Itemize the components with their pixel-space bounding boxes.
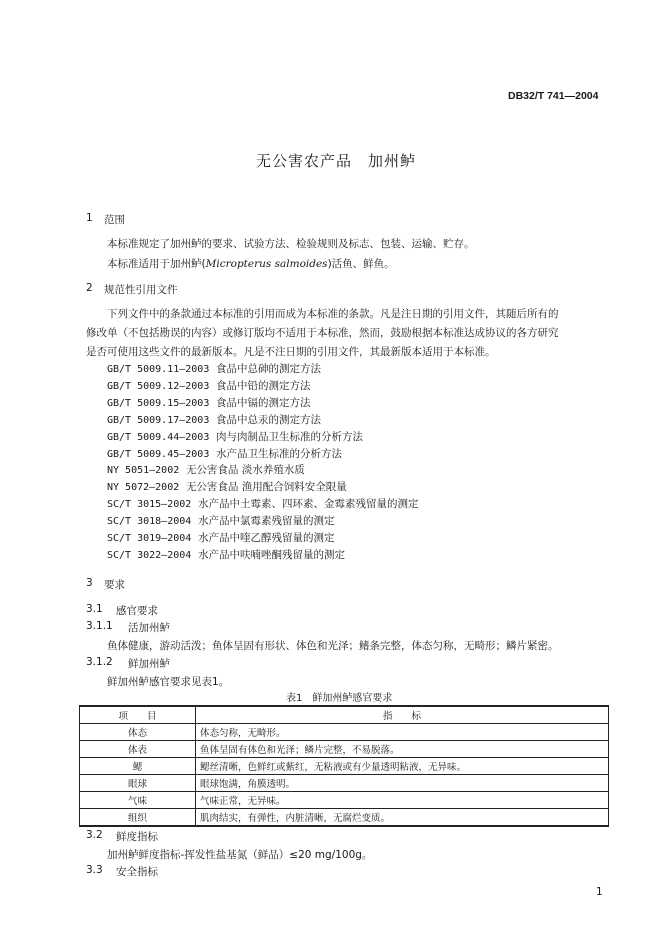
section-3-3-number: 3.3 xyxy=(86,864,103,876)
reference-code: GB/T 5009.17—2003 xyxy=(107,414,210,426)
section-3-2-number: 3.2 xyxy=(86,829,103,841)
reference-title: 无公害食品 淡水养殖水质 xyxy=(185,464,305,477)
section-3-1-1-text: 鱼体健康，游动活泼；鱼体呈固有形状、体色和光泽；鳍条完整，体态匀称，无畸形；鳞片紧密。 xyxy=(107,640,559,652)
table-header-item: 项 目 xyxy=(80,706,196,724)
section-2-intro-line-1: 下列文件中的条款通过本标准的引用而成为本标准的条款。凡是注日期的引用文件，其随后所有的 xyxy=(107,308,559,320)
reference-item xyxy=(107,446,342,461)
reference-code: GB/T 5009.44—2003 xyxy=(107,431,210,443)
section-3-1-number: 3.1 xyxy=(86,603,103,615)
reference-item xyxy=(107,496,418,511)
section-3-1-1-title: 活加州鲈 xyxy=(128,622,170,634)
reference-code: GB/T 5009.11—2003 xyxy=(107,364,210,375)
table-cell-item: 气味 xyxy=(80,792,196,809)
reference-item xyxy=(107,479,347,494)
section-3-2-text: 加州鲈鲜度指标-挥发性盐基氮（鲜品）≤20 mg/100g。 xyxy=(107,849,373,861)
page-title: 无公害农产品 加州鲈 xyxy=(256,152,417,170)
reference-code: GB/T 5009.15—2003 xyxy=(107,397,210,409)
table-cell-item: 体态 xyxy=(80,724,196,741)
table-cell-item: 组织 xyxy=(80,809,196,827)
scope-text-pre: 本标准适用于加州鲈( xyxy=(107,258,206,270)
scope-text-post: )活鱼、鲜鱼。 xyxy=(327,258,395,270)
reference-title: 水产品卫生标准的分析方法 xyxy=(216,447,343,460)
section-1-title: 范围 xyxy=(104,214,125,226)
latin-species-name: Micropterus salmoides xyxy=(205,258,328,270)
table-cell-spec: 肌肉结实，有弹性，内脏清晰，无腐烂变质。 xyxy=(196,809,609,827)
table-cell-spec: 鳃丝清晰，色鲜红或紫红，无粘液或有少量透明粘液，无异味。 xyxy=(196,758,609,775)
reference-title: 食品中总汞的测定方法 xyxy=(216,413,322,426)
page-number: 1 xyxy=(596,886,603,898)
document-code: DB32/T 741—2004 xyxy=(508,90,599,102)
reference-title: 食品中总砷的测定方法 xyxy=(216,363,322,375)
section-3-1-2-text: 鲜加州鲈感官要求见表1。 xyxy=(107,676,230,688)
reference-item xyxy=(107,462,305,477)
table-cell-item: 体表 xyxy=(80,741,196,758)
reference-title: 肉与肉制品卫生标准的分析方法 xyxy=(216,430,364,443)
section-3-1-title: 感官要求 xyxy=(116,605,158,617)
section-3-number: 3 xyxy=(86,577,93,589)
table-row xyxy=(80,758,609,775)
table-1 xyxy=(79,705,609,827)
reference-item xyxy=(107,412,321,427)
reference-code: GB/T 5009.12—2003 xyxy=(107,380,210,392)
table-cell-spec: 眼球饱满，角膜透明。 xyxy=(196,775,609,792)
table-row xyxy=(80,809,609,827)
table-cell-spec: 气味正常，无异味。 xyxy=(196,792,609,809)
reference-item xyxy=(107,513,334,528)
table-1-caption: 表1 鲜加州鲈感官要求 xyxy=(286,693,393,704)
reference-item xyxy=(107,361,321,376)
section-2-intro-line-2: 修改单（不包括勘误的内容）或修订版均不适用于本标准，然而，鼓励根据本标准达成协议的各方研究 xyxy=(86,327,559,339)
section-3-1-2-number: 3.1.2 xyxy=(86,656,113,668)
section-3-1-2-title: 鲜加州鲈 xyxy=(128,658,170,670)
table-cell-spec: 鱼体呈固有体色和光泽；鳞片完整，不易脱落。 xyxy=(196,741,609,758)
reference-code: SC/T 3022—2004 xyxy=(107,549,192,561)
table-cell-item: 鳃 xyxy=(80,758,196,775)
reference-code: SC/T 3015—2002 xyxy=(107,499,192,511)
table-row xyxy=(80,792,609,809)
reference-title: 水产品中氯霉素残留量的测定 xyxy=(197,515,335,528)
reference-item xyxy=(107,378,311,393)
section-1-paragraph-1: 本标准规定了加州鲈的要求、试验方法、检验规则及标志、包装、运输、贮存。 xyxy=(107,238,475,250)
reference-item xyxy=(107,530,334,545)
section-1-number: 1 xyxy=(86,212,93,224)
table-row xyxy=(80,775,609,792)
table-cell-item: 眼球 xyxy=(80,775,196,792)
reference-code: NY 5051—2002 xyxy=(107,465,180,477)
section-2-number: 2 xyxy=(86,282,93,294)
section-3-title: 要求 xyxy=(104,579,125,591)
table-header-spec: 指 标 xyxy=(196,706,609,724)
reference-title: 水产品中土霉素、四环素、金霉素残留量的测定 xyxy=(197,498,419,511)
reference-title: 水产品中呋喃唑酮残留量的测定 xyxy=(197,548,345,561)
reference-title: 食品中镉的测定方法 xyxy=(216,396,311,409)
reference-title: 水产品中喹乙醇残留量的测定 xyxy=(197,532,335,544)
section-3-1-1-number: 3.1.1 xyxy=(86,620,113,632)
reference-item xyxy=(107,429,363,444)
section-2-intro-line-3: 是否可使用这些文件的最新版本。凡是不注日期的引用文件，其最新版本适用于本标准。 xyxy=(86,346,496,358)
section-1-paragraph-2 xyxy=(107,256,395,271)
section-3-2-title: 鲜度指标 xyxy=(116,831,158,843)
table-row xyxy=(80,724,609,741)
reference-item xyxy=(107,547,345,562)
table-row xyxy=(80,741,609,758)
section-2-title: 规范性引用文件 xyxy=(104,284,178,296)
reference-code: GB/T 5009.45—2003 xyxy=(107,448,210,460)
table-cell-spec: 体态匀称，无畸形。 xyxy=(196,724,609,741)
reference-item xyxy=(107,395,311,410)
reference-title: 无公害食品 渔用配合饲料安全限量 xyxy=(185,481,347,494)
reference-title: 食品中铅的测定方法 xyxy=(216,379,311,392)
reference-code: SC/T 3018—2004 xyxy=(107,516,192,528)
section-3-3-title: 安全指标 xyxy=(116,866,158,878)
reference-code: SC/T 3019—2004 xyxy=(107,533,192,544)
reference-code: NY 5072—2002 xyxy=(107,482,180,494)
